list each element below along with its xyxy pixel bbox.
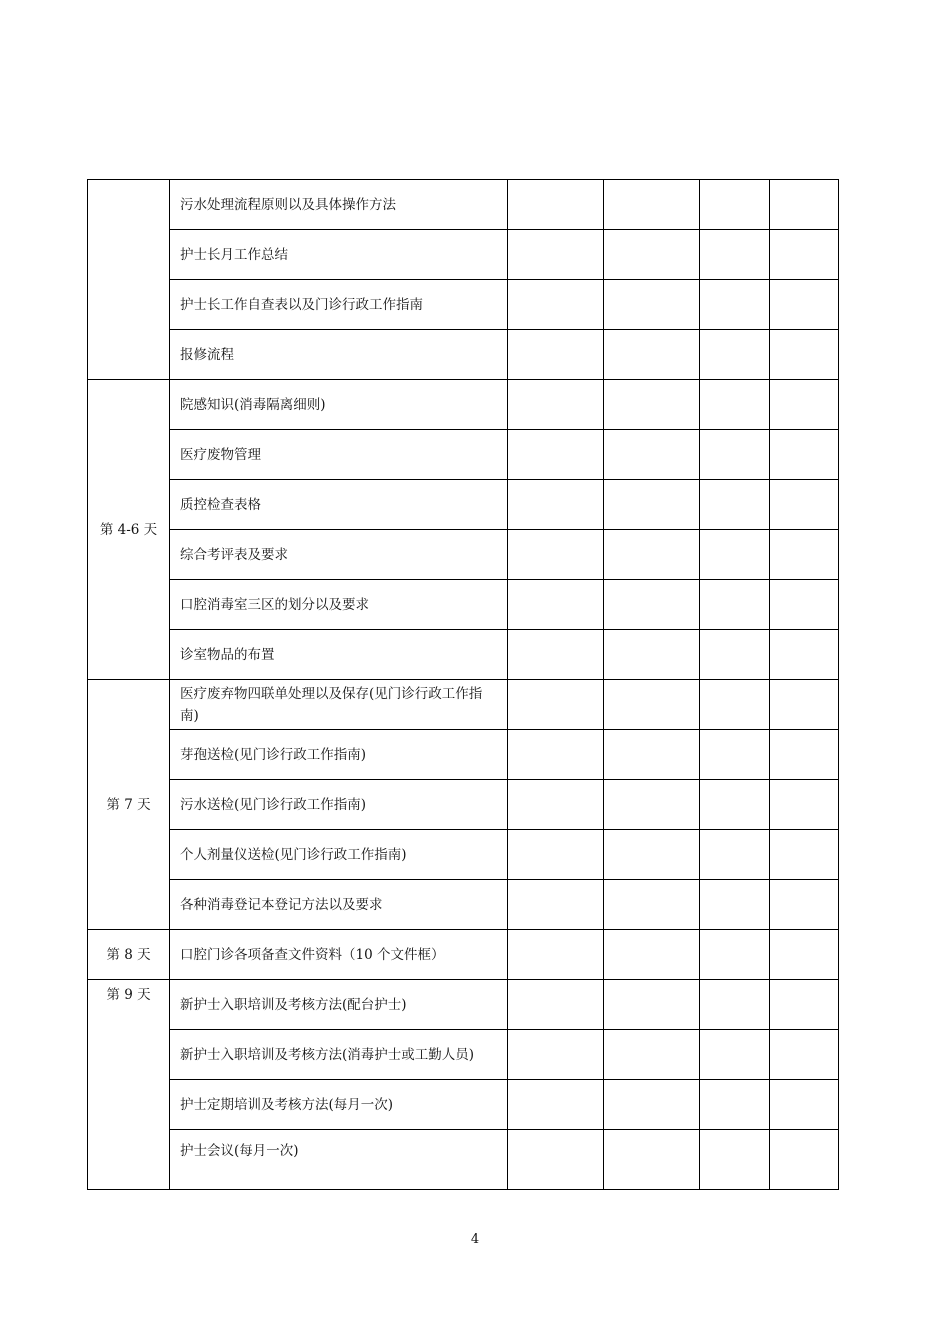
empty-record-cell — [604, 680, 700, 730]
table-row — [88, 480, 839, 530]
empty-record-cell — [508, 580, 604, 630]
empty-record-cell — [604, 1130, 700, 1190]
empty-record-cell — [604, 430, 700, 480]
empty-record-cell — [700, 230, 770, 280]
table-row — [88, 980, 839, 1030]
empty-record-cell — [770, 230, 839, 280]
day-cell: 第 9 天 — [88, 980, 170, 1190]
day-cell: 第 8 天 — [88, 930, 170, 980]
empty-record-cell — [604, 980, 700, 1030]
empty-record-cell — [700, 430, 770, 480]
empty-record-cell — [770, 180, 839, 230]
training-item-cell: 院感知识(消毒隔离细则) — [170, 380, 508, 430]
empty-record-cell — [700, 1030, 770, 1080]
empty-record-cell — [604, 730, 700, 780]
empty-record-cell — [604, 880, 700, 930]
empty-record-cell — [508, 530, 604, 580]
day-cell: 第 4-6 天 — [88, 380, 170, 680]
table-row — [88, 380, 839, 430]
empty-record-cell — [770, 530, 839, 580]
empty-record-cell — [508, 980, 604, 1030]
empty-record-cell — [604, 380, 700, 430]
table-row — [88, 730, 839, 780]
table-row — [88, 1080, 839, 1130]
empty-record-cell — [508, 930, 604, 980]
table-row — [88, 630, 839, 680]
training-item-cell: 综合考评表及要求 — [170, 530, 508, 580]
empty-record-cell — [770, 580, 839, 630]
empty-record-cell — [508, 630, 604, 680]
empty-record-cell — [508, 680, 604, 730]
empty-record-cell — [604, 630, 700, 680]
empty-record-cell — [508, 780, 604, 830]
training-item-cell: 医疗废弃物四联单处理以及保存(见门诊行政工作指南) — [170, 680, 508, 730]
empty-record-cell — [604, 830, 700, 880]
empty-record-cell — [508, 880, 604, 930]
page-number: 4 — [470, 1232, 480, 1247]
empty-record-cell — [604, 930, 700, 980]
empty-record-cell — [770, 930, 839, 980]
empty-record-cell — [770, 480, 839, 530]
table-row — [88, 280, 839, 330]
table-row — [88, 230, 839, 280]
empty-record-cell — [700, 530, 770, 580]
training-item-cell: 护士定期培训及考核方法(每月一次) — [170, 1080, 508, 1130]
training-item-cell: 各种消毒登记本登记方法以及要求 — [170, 880, 508, 930]
empty-record-cell — [508, 1030, 604, 1080]
table-body — [88, 180, 839, 1190]
empty-record-cell — [770, 430, 839, 480]
training-item-cell: 护士长工作自查表以及门诊行政工作指南 — [170, 280, 508, 330]
training-item-cell: 口腔门诊各项备查文件资料（10 个文件框） — [170, 930, 508, 980]
day-cell — [88, 180, 170, 380]
empty-record-cell — [700, 880, 770, 930]
empty-record-cell — [770, 380, 839, 430]
empty-record-cell — [770, 880, 839, 930]
empty-record-cell — [700, 680, 770, 730]
table-row — [88, 530, 839, 580]
training-item-cell: 新护士入职培训及考核方法(配台护士) — [170, 980, 508, 1030]
empty-record-cell — [700, 980, 770, 1030]
empty-record-cell — [604, 1030, 700, 1080]
empty-record-cell — [700, 580, 770, 630]
empty-record-cell — [508, 1130, 604, 1190]
empty-record-cell — [770, 730, 839, 780]
empty-record-cell — [508, 1080, 604, 1130]
empty-record-cell — [700, 930, 770, 980]
empty-record-cell — [508, 230, 604, 280]
table-row — [88, 680, 839, 730]
training-item-cell: 新护士入职培训及考核方法(消毒护士或工勤人员) — [170, 1030, 508, 1080]
training-schedule-table — [87, 179, 839, 1190]
empty-record-cell — [700, 630, 770, 680]
empty-record-cell — [700, 830, 770, 880]
empty-record-cell — [770, 680, 839, 730]
table-row — [88, 430, 839, 480]
training-item-cell: 质控检查表格 — [170, 480, 508, 530]
empty-record-cell — [770, 780, 839, 830]
empty-record-cell — [508, 480, 604, 530]
table-row — [88, 930, 839, 980]
day-cell: 第 7 天 — [88, 680, 170, 930]
training-item-cell: 报修流程 — [170, 330, 508, 380]
table-row — [88, 780, 839, 830]
empty-record-cell — [604, 530, 700, 580]
empty-record-cell — [770, 980, 839, 1030]
empty-record-cell — [700, 480, 770, 530]
empty-record-cell — [700, 1080, 770, 1130]
empty-record-cell — [508, 280, 604, 330]
table-row — [88, 580, 839, 630]
training-item-cell: 污水处理流程原则以及具体操作方法 — [170, 180, 508, 230]
empty-record-cell — [508, 180, 604, 230]
empty-record-cell — [770, 1030, 839, 1080]
empty-record-cell — [604, 480, 700, 530]
table-row — [88, 1030, 839, 1080]
training-item-cell: 口腔消毒室三区的划分以及要求 — [170, 580, 508, 630]
training-item-cell: 污水送检(见门诊行政工作指南) — [170, 780, 508, 830]
empty-record-cell — [700, 1130, 770, 1190]
empty-record-cell — [770, 1130, 839, 1190]
empty-record-cell — [770, 280, 839, 330]
empty-record-cell — [770, 830, 839, 880]
empty-record-cell — [604, 330, 700, 380]
empty-record-cell — [700, 280, 770, 330]
empty-record-cell — [700, 730, 770, 780]
table-row — [88, 830, 839, 880]
training-item-cell: 个人剂量仪送检(见门诊行政工作指南) — [170, 830, 508, 880]
training-item-cell: 医疗废物管理 — [170, 430, 508, 480]
empty-record-cell — [508, 330, 604, 380]
empty-record-cell — [604, 180, 700, 230]
table-row — [88, 180, 839, 230]
table-row — [88, 1130, 839, 1190]
training-item-cell: 芽孢送检(见门诊行政工作指南) — [170, 730, 508, 780]
empty-record-cell — [604, 1080, 700, 1130]
empty-record-cell — [700, 380, 770, 430]
empty-record-cell — [770, 1080, 839, 1130]
training-item-cell: 诊室物品的布置 — [170, 630, 508, 680]
empty-record-cell — [770, 630, 839, 680]
empty-record-cell — [604, 280, 700, 330]
empty-record-cell — [770, 330, 839, 380]
table-row — [88, 330, 839, 380]
empty-record-cell — [700, 780, 770, 830]
empty-record-cell — [508, 730, 604, 780]
table-row — [88, 880, 839, 930]
empty-record-cell — [604, 580, 700, 630]
empty-record-cell — [508, 380, 604, 430]
training-item-cell: 护士会议(每月一次) — [170, 1130, 508, 1190]
empty-record-cell — [508, 830, 604, 880]
training-item-cell: 护士长月工作总结 — [170, 230, 508, 280]
empty-record-cell — [508, 430, 604, 480]
empty-record-cell — [604, 780, 700, 830]
empty-record-cell — [700, 330, 770, 380]
empty-record-cell — [700, 180, 770, 230]
empty-record-cell — [604, 230, 700, 280]
